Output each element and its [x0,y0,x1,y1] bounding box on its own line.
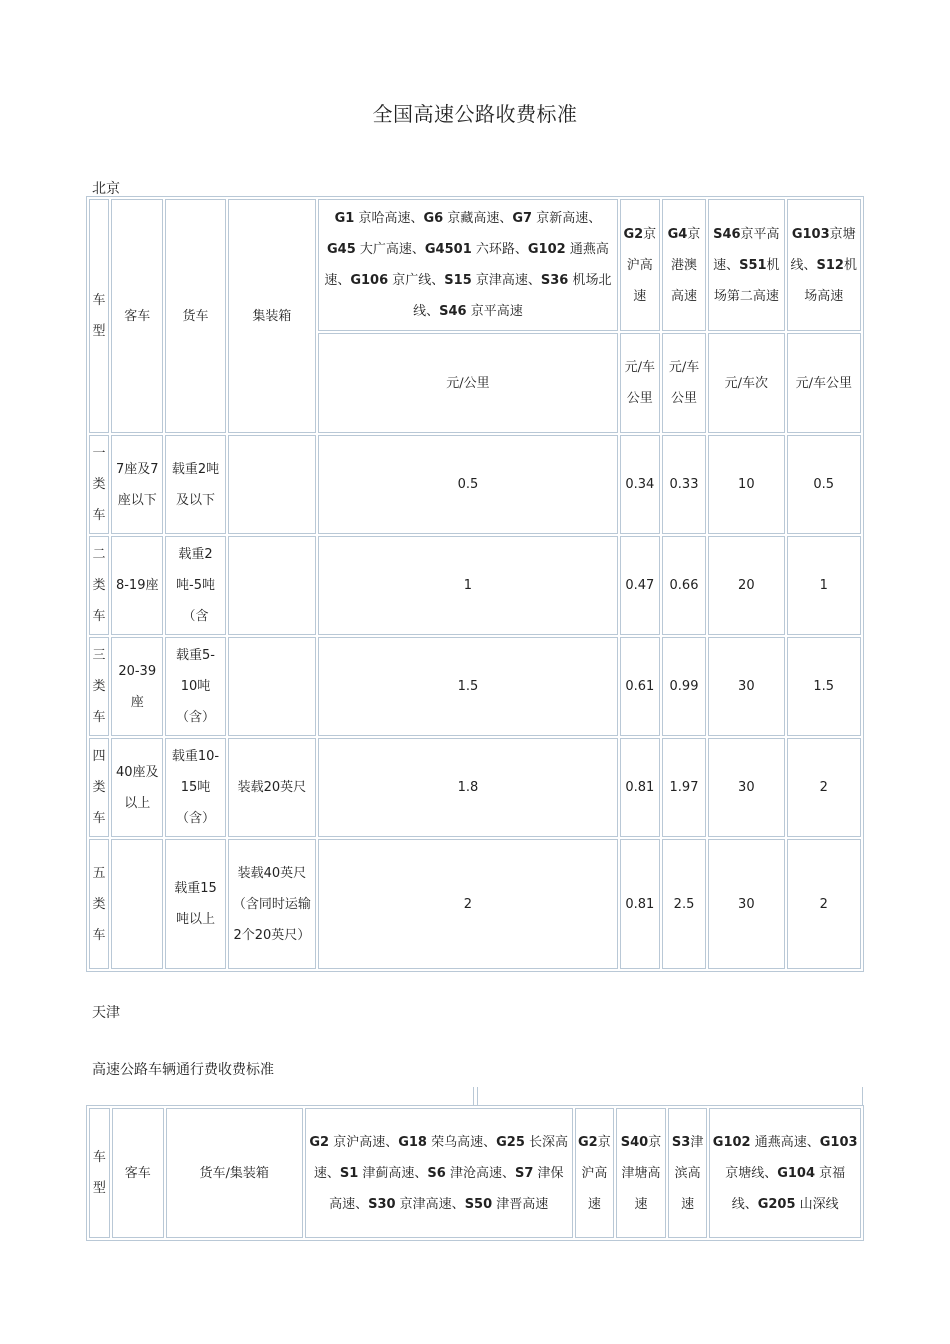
route-code: S1 [339,1165,359,1181]
route-code: S36 [540,273,569,288]
fee-g4-cell: 0.33 [662,435,706,534]
route-code: G102 [527,242,566,257]
route-name: 京藏高速、 [443,211,513,226]
document-title: 全国高速公路收费标准 [372,102,578,126]
tj-header-routes-g102-group [709,1108,861,1238]
route-name: 京沪高速 [626,226,657,304]
passenger-cell [111,839,163,969]
table-row [89,435,861,534]
vehicle-type-cell: 三类车 [89,637,109,736]
route-code: G4501 [424,242,472,257]
route-name: 津蓟高速、 [358,1165,428,1181]
route-name: 机场北线、 [413,273,612,319]
route-name: 京塘线、 [790,226,856,273]
fee-g1-group-cell: 1.5 [318,637,618,736]
tj-header-routes-s40 [616,1108,666,1238]
fee-g103-cell: 2 [787,738,861,837]
fee-s46-cell: 20 [708,536,784,635]
route-code: G103 [791,226,830,242]
header-vehicle-type: 车型 [89,199,109,433]
route-code: S40 [620,1134,649,1150]
table-row [89,637,861,736]
route-name: 六环路、 [471,242,528,257]
fee-g2-cell: 0.61 [620,637,660,736]
route-code: G205 [757,1196,796,1212]
route-name: 津晋高速 [492,1196,549,1212]
passenger-cell: 8-19座 [111,536,163,635]
unit-g103: 元/车公里 [787,333,861,433]
fee-g103-cell: 2 [787,839,861,969]
beijing-fee-table [86,196,864,972]
truck-cell: 载重2吨-5吨（含 [165,536,225,635]
route-code: G104 [777,1165,816,1181]
route-name: 津滨高速 [674,1134,704,1212]
table-row [89,536,861,635]
unit-g2: 元/车公里 [620,333,660,433]
route-name: 荣乌高速、 [426,1134,497,1150]
route-code: G102 [712,1134,751,1150]
container-cell [228,637,316,736]
passenger-cell: 40座及以上 [111,738,163,837]
fee-s46-cell: 10 [708,435,784,534]
tj-header-routes-g2-group [305,1108,573,1238]
route-code: G7 [512,211,533,226]
fee-g4-cell: 0.66 [662,536,706,635]
route-code: S12 [816,257,844,273]
route-code: G4 [667,226,688,242]
tj-header-truck-container: 货车/集装箱 [166,1108,303,1238]
fee-s46-cell: 30 [708,738,784,837]
truck-cell: 载重15吨以上 [165,839,225,969]
route-name: 京津高速、 [395,1196,465,1212]
header-passenger: 客车 [111,199,163,433]
header-container: 集装箱 [228,199,316,433]
fee-s46-cell: 30 [708,637,784,736]
route-code: G103 [819,1134,858,1150]
route-name: 京平高速 [466,304,523,319]
route-name: 津沧高速、 [445,1165,515,1181]
header-routes-s46 [708,199,784,331]
tj-header-vehicle-type: 车型 [89,1108,110,1238]
header-routes-g2 [620,199,660,331]
route-code: G2 [577,1134,598,1150]
tianjin-fee-table [86,1105,864,1241]
unit-s46: 元/车次 [708,333,784,433]
table-edge-mark [862,1087,863,1105]
route-code: S30 [368,1196,396,1212]
fee-g1-group-cell: 1.8 [318,738,618,837]
passenger-cell: 7座及7座以下 [111,435,163,534]
route-code: S3 [671,1134,691,1150]
tj-header-routes-s3 [668,1108,707,1238]
container-cell [228,536,316,635]
route-name: 京塘线、 [725,1165,778,1181]
fee-g103-cell: 1 [787,536,861,635]
tj-header-passenger: 客车 [112,1108,164,1238]
route-name: 京平高速、 [713,226,780,273]
truck-cell: 载重10-15吨（含） [165,738,225,837]
header-routes-g1-group [318,199,618,331]
route-code: G18 [398,1134,427,1150]
header-routes-g4 [662,199,706,331]
section-label-tianjin: 天津 [92,1005,120,1021]
route-name: 京津塘高速 [621,1134,662,1212]
route-name: 京哈高速、 [354,211,424,226]
container-cell [228,435,316,534]
fee-s46-cell: 30 [708,839,784,969]
route-code: S15 [444,273,472,288]
container-cell: 装载40英尺（含同时运输2个20英尺） [228,839,316,969]
fee-g103-cell: 0.5 [787,435,861,534]
fee-g1-group-cell: 2 [318,839,618,969]
route-name: 京港澳高速 [671,226,701,304]
tj-header-routes-g2 [575,1108,614,1238]
route-code: S7 [514,1165,534,1181]
route-code: G2 [309,1134,330,1150]
route-name: 京沪高速 [581,1134,611,1212]
route-name: 京广线、 [388,273,445,288]
truck-cell: 载重5-10吨（含） [165,637,225,736]
fee-g1-group-cell: 1 [318,536,618,635]
route-name: 通燕高速、 [750,1134,820,1150]
route-code: S50 [464,1196,493,1212]
fee-g2-cell: 0.34 [620,435,660,534]
route-name: 京津高速、 [471,273,541,288]
section-label-beijing: 北京 [92,181,120,197]
fee-g4-cell: 2.5 [662,839,706,969]
table-row [89,839,861,969]
passenger-cell: 20-39座 [111,637,163,736]
route-code: S46 [439,304,467,319]
route-code: S51 [739,257,767,273]
route-code: G6 [423,211,444,226]
route-code: S46 [713,226,741,242]
tianjin-subtitle: 高速公路车辆通行费收费标准 [92,1062,274,1078]
container-cell: 装载20英尺 [228,738,316,837]
table-divider-mark [473,1087,478,1105]
route-name: 津保高速、 [329,1165,564,1212]
header-routes-g103 [787,199,861,331]
route-name: 机场第二高速 [713,257,780,304]
route-name: 大广高速、 [355,242,425,257]
route-code: G25 [496,1134,525,1150]
fee-g103-cell: 1.5 [787,637,861,736]
fee-g2-cell: 0.81 [620,738,660,837]
route-code: G45 [326,242,356,257]
route-name: 京新高速、 [532,211,602,226]
truck-cell: 载重2吨及以下 [165,435,225,534]
fee-g4-cell: 0.99 [662,637,706,736]
fee-g2-cell: 0.47 [620,536,660,635]
route-name: 机场高速 [804,257,857,304]
tianjin-header-row [89,1108,861,1238]
route-name: 通燕高速、 [324,242,609,288]
route-code: G1 [334,211,355,226]
route-code: G2 [623,226,644,242]
route-name: 京沪高速、 [329,1134,399,1150]
header-truck: 货车 [165,199,225,433]
unit-g1-group: 元/公里 [318,333,618,433]
fee-g4-cell: 1.97 [662,738,706,837]
unit-g4: 元/车公里 [662,333,706,433]
vehicle-type-cell: 一类车 [89,435,109,534]
route-name: 山深线 [795,1196,839,1212]
vehicle-type-cell: 五类车 [89,839,109,969]
header-row-routes [89,199,861,331]
vehicle-type-cell: 四类车 [89,738,109,837]
route-name: 长深高速、 [313,1134,569,1181]
vehicle-type-cell: 二类车 [89,536,109,635]
route-code: G106 [350,273,389,288]
fee-g2-cell: 0.81 [620,839,660,969]
route-code: S6 [427,1165,446,1181]
table-row [89,738,861,837]
fee-g1-group-cell: 0.5 [318,435,618,534]
route-name: 京福线、 [731,1165,846,1212]
